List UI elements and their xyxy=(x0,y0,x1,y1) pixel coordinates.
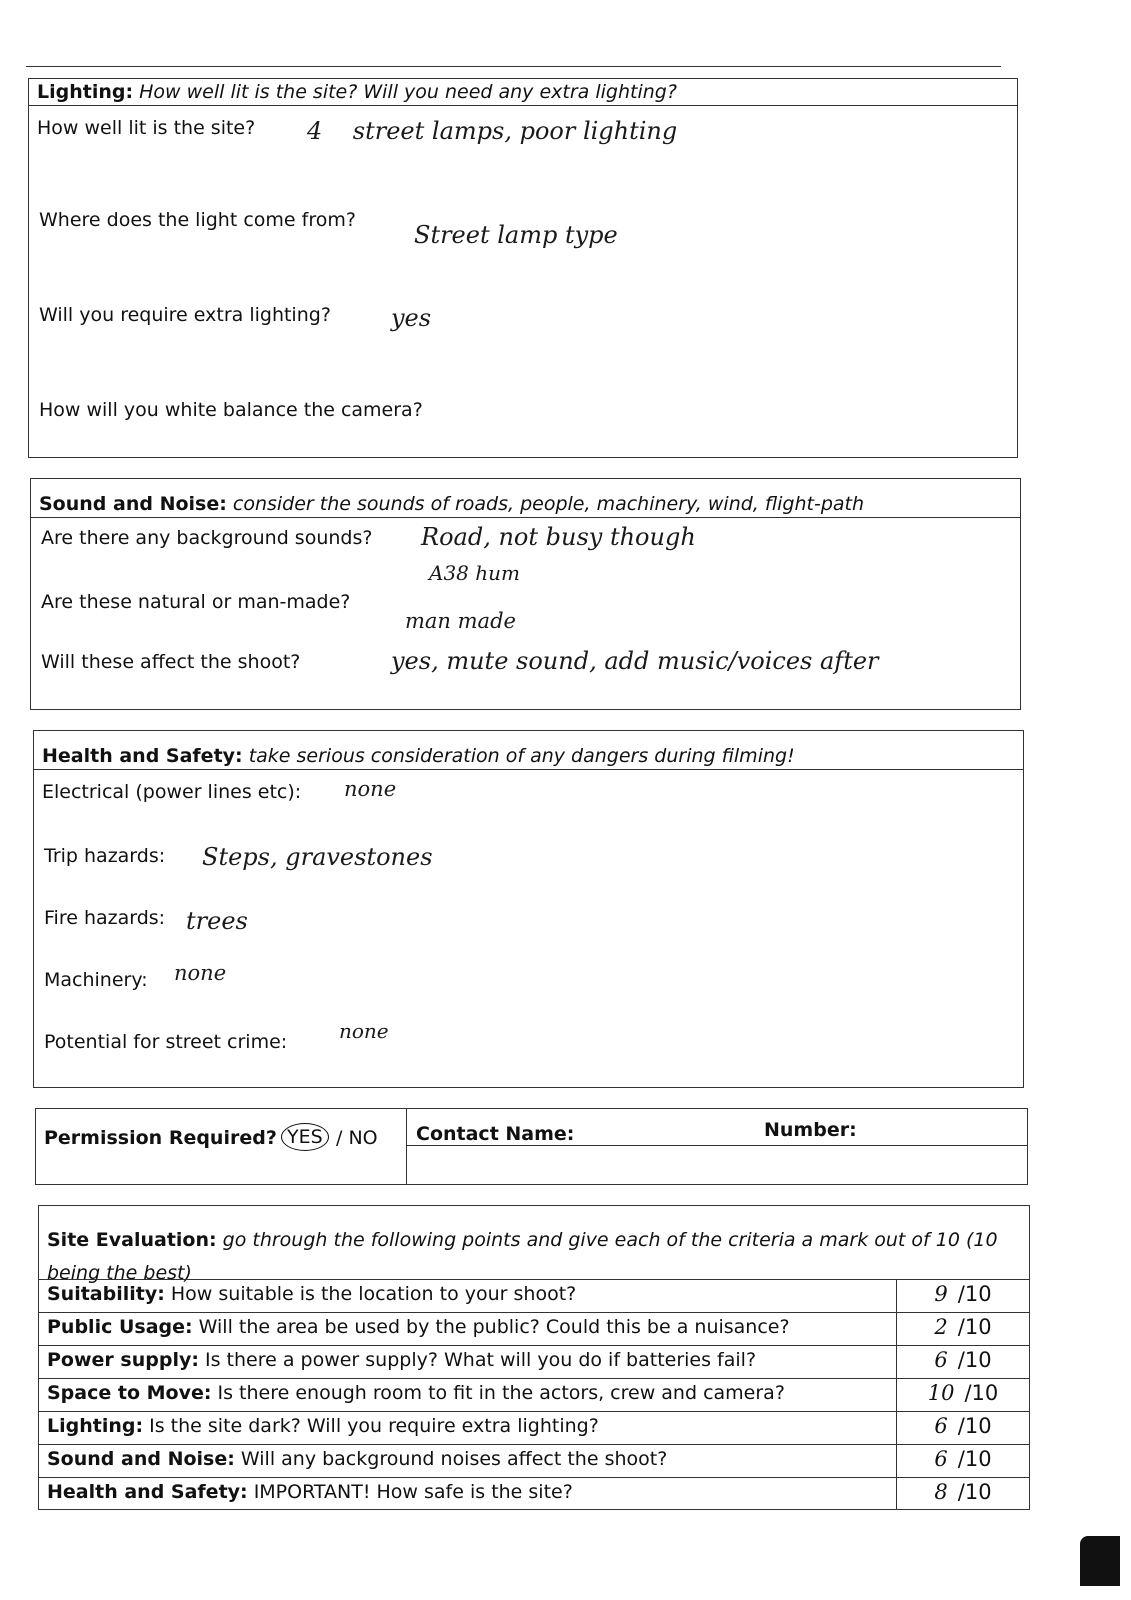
score-cell[interactable] xyxy=(896,1412,1029,1444)
score-cell[interactable] xyxy=(896,1379,1029,1411)
sound-section xyxy=(30,478,1021,710)
question: Machinery: xyxy=(44,969,148,991)
contact-name-label: Contact Name: xyxy=(416,1123,575,1145)
evaluation-section xyxy=(38,1205,1030,1510)
criterion-label: Sound and Noise: xyxy=(47,1448,235,1470)
answer[interactable]: Street lamp type xyxy=(414,221,618,249)
score-value: 10 xyxy=(927,1381,955,1405)
number-label: Number: xyxy=(764,1119,857,1141)
permission-no[interactable]: / NO xyxy=(336,1127,378,1149)
permission-label: Permission Required? xyxy=(44,1127,277,1149)
evaluation-row xyxy=(39,1477,1029,1510)
score-cell[interactable] xyxy=(896,1313,1029,1345)
scan-artifact xyxy=(1080,1536,1120,1586)
health-subtitle: take serious consideration of any dangers during filming! xyxy=(248,745,795,767)
evaluation-row xyxy=(39,1444,1029,1477)
lighting-subtitle: How well lit is the site? Will you need any extra lighting? xyxy=(139,81,677,103)
score-value: 6 xyxy=(934,1447,948,1471)
question: Where does the light come from? xyxy=(39,209,356,231)
score-max: /10 xyxy=(964,1381,999,1405)
score-cell[interactable] xyxy=(896,1445,1029,1477)
answer[interactable]: none xyxy=(339,1019,389,1043)
evaluation-subtitle: go through the following points and give each of the criteria a mark out of 10 (10 being the best) xyxy=(47,1229,998,1284)
lighting-section xyxy=(28,78,1018,458)
permission-section xyxy=(35,1108,1028,1185)
criterion-text: IMPORTANT! How safe is the site? xyxy=(253,1481,573,1503)
criterion-text: Is there a power supply? What will you do if batteries fail? xyxy=(204,1349,757,1371)
question: Electrical (power lines etc): xyxy=(42,781,302,803)
criterion-text: Is the site dark? Will you require extra lighting? xyxy=(149,1415,599,1437)
criterion-text: Is there enough room to fit in the actors, crew and camera? xyxy=(217,1382,785,1404)
score-max: /10 xyxy=(957,1447,992,1471)
sound-header xyxy=(31,479,1020,518)
criterion-text: How suitable is the location to your shoot? xyxy=(170,1283,577,1305)
lighting-header xyxy=(29,79,1017,106)
score-cell[interactable] xyxy=(896,1478,1029,1510)
answer[interactable]: 4 street lamps, poor lighting xyxy=(307,117,678,145)
evaluation-row xyxy=(39,1312,1029,1345)
score-max: /10 xyxy=(957,1348,992,1372)
health-title: Health and Safety: xyxy=(42,745,243,767)
question: Will you require extra lighting? xyxy=(39,304,331,326)
criterion-label: Space to Move: xyxy=(47,1382,212,1404)
evaluation-row xyxy=(39,1378,1029,1411)
score-value: 6 xyxy=(934,1348,948,1372)
evaluation-title: Site Evaluation: xyxy=(47,1229,217,1251)
criterion-text: Will any background noises affect the shoot? xyxy=(240,1448,668,1470)
evaluation-row xyxy=(39,1411,1029,1444)
answer[interactable]: yes xyxy=(391,304,432,332)
top-rule xyxy=(26,66,1001,67)
score-value: 6 xyxy=(934,1414,948,1438)
answer[interactable]: yes, mute sound, add music/voices after xyxy=(391,647,879,675)
question: Potential for street crime: xyxy=(44,1031,288,1053)
evaluation-row xyxy=(39,1345,1029,1378)
lighting-title: Lighting: xyxy=(37,81,134,103)
score-cell[interactable] xyxy=(896,1346,1029,1378)
score-max: /10 xyxy=(957,1282,992,1306)
evaluation-row xyxy=(39,1279,1029,1312)
sound-subtitle: consider the sounds of roads, people, machinery, wind, flight-path xyxy=(232,493,865,515)
question: Trip hazards: xyxy=(44,845,166,867)
answer[interactable]: man made xyxy=(405,609,516,633)
criterion-label: Lighting: xyxy=(47,1415,144,1437)
question: How well lit is the site? xyxy=(37,117,256,139)
question: How will you white balance the camera? xyxy=(39,399,423,421)
score-cell[interactable] xyxy=(896,1280,1029,1312)
divider xyxy=(406,1109,407,1184)
score-max: /10 xyxy=(957,1315,992,1339)
answer[interactable]: none xyxy=(174,961,227,985)
health-header xyxy=(34,731,1023,770)
answer[interactable]: trees xyxy=(186,907,248,935)
answer[interactable]: none xyxy=(344,777,397,801)
criterion-text: Will the area be used by the public? Could this be a nuisance? xyxy=(198,1316,790,1338)
answer[interactable]: Steps, gravestones xyxy=(202,843,433,871)
criterion-label: Public Usage: xyxy=(47,1316,193,1338)
question: Will these affect the shoot? xyxy=(41,651,301,673)
question: Fire hazards: xyxy=(44,907,166,929)
score-value: 9 xyxy=(934,1282,948,1306)
answer[interactable]: Road, not busy though xyxy=(421,523,696,551)
question: Are there any background sounds? xyxy=(41,527,373,549)
score-max: /10 xyxy=(957,1414,992,1438)
criterion-label: Suitability: xyxy=(47,1283,165,1305)
answer[interactable]: A38 hum xyxy=(429,561,520,585)
criterion-label: Power supply: xyxy=(47,1349,199,1371)
question: Are these natural or man-made? xyxy=(41,591,351,613)
score-max: /10 xyxy=(957,1480,992,1504)
permission-yes-circled[interactable]: YES xyxy=(281,1123,329,1151)
criterion-label: Health and Safety: xyxy=(47,1481,248,1503)
score-value: 8 xyxy=(934,1480,948,1504)
divider xyxy=(406,1145,1027,1146)
health-section xyxy=(33,730,1024,1088)
sound-title: Sound and Noise: xyxy=(39,493,227,515)
score-value: 2 xyxy=(934,1315,948,1339)
